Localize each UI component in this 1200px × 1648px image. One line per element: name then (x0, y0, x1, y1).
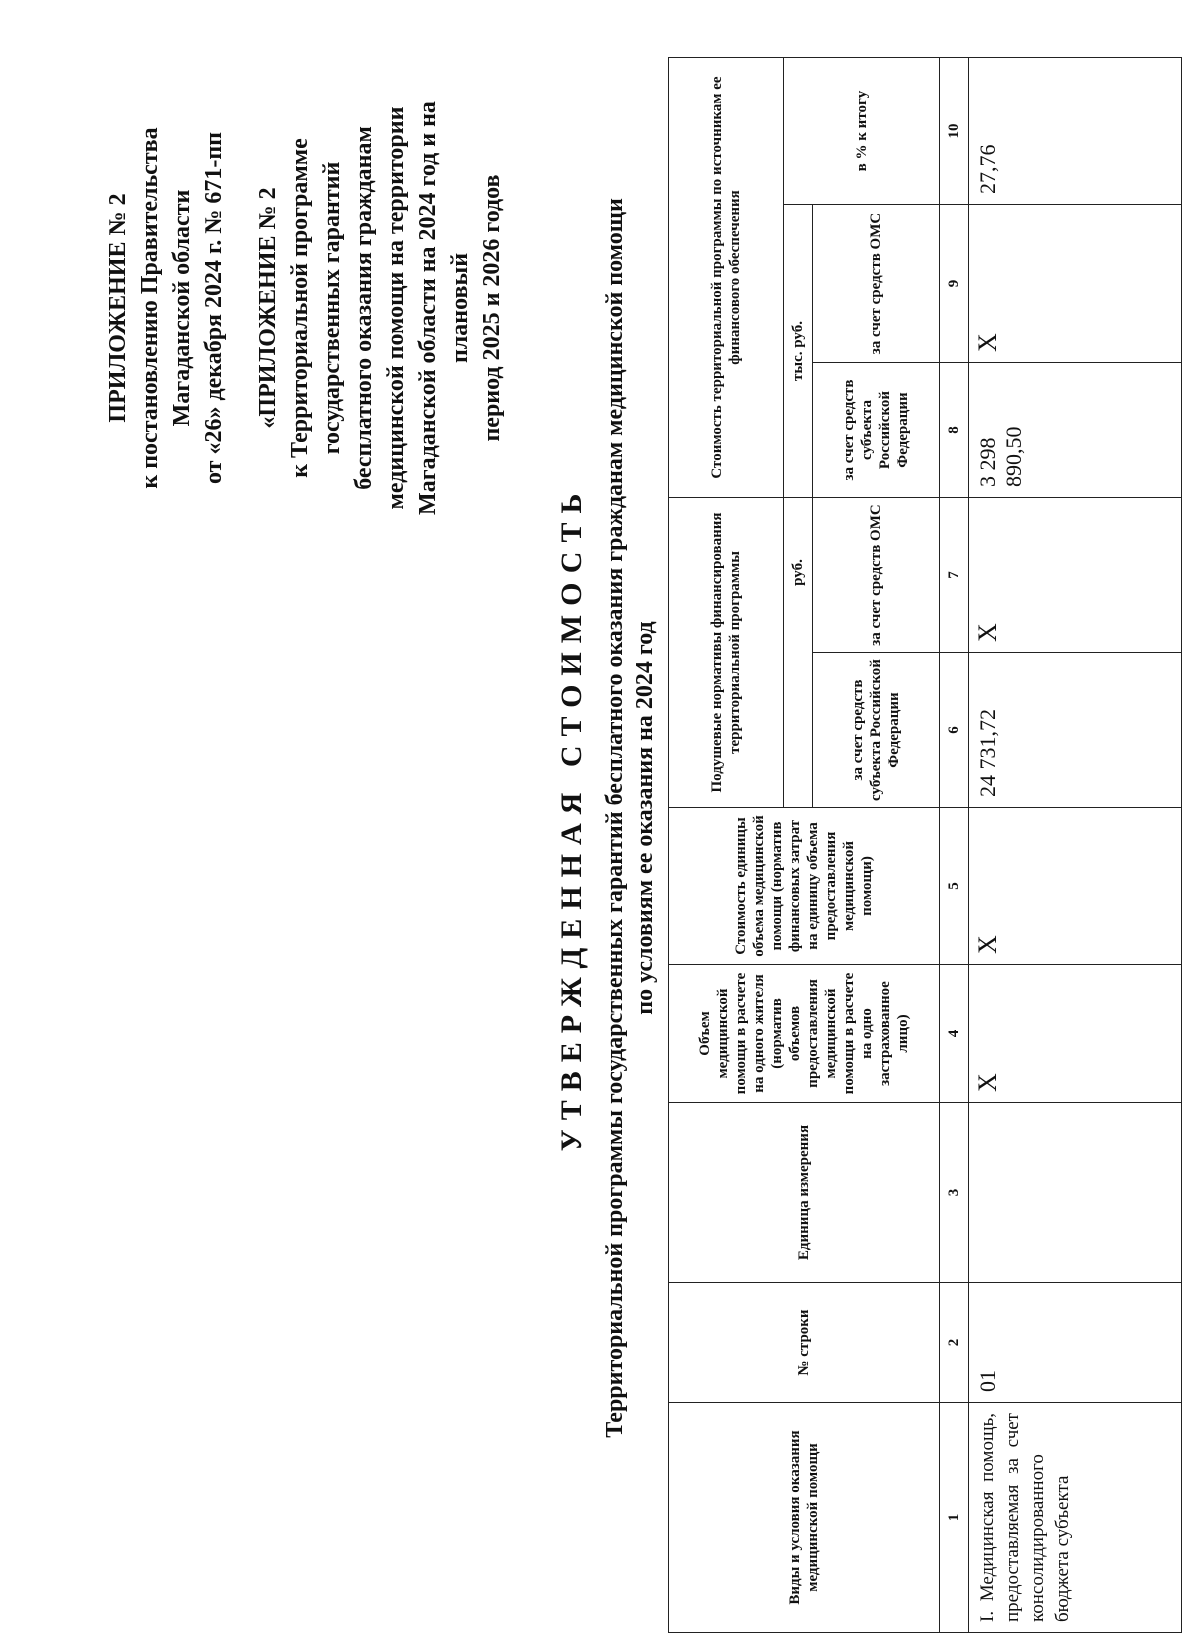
header-col-norm-oms: за счет средств ОМС (813, 498, 940, 653)
header-col-line-no: № строки (669, 1283, 940, 1403)
header-col-cost-subject: за счет средств субъекта Российской Федерации (813, 363, 940, 498)
row-unit (969, 1103, 1182, 1283)
header-col-kinds: Виды и условия оказания медицинской помощи (669, 1403, 940, 1633)
program-line-1: к Территориальной программе (287, 138, 313, 478)
appendix-title-2: «ПРИЛОЖЕНИЕ № 2 (255, 187, 281, 429)
row-volume: X (969, 965, 1182, 1103)
header-spacer (230, 88, 252, 528)
column-number: 3 (940, 1103, 969, 1283)
header-col-norm-subject: за счет средств субъекта Российской Федерации (813, 653, 940, 808)
column-number: 1 (940, 1403, 969, 1633)
header-col-cost-oms: за счет средств ОМС (813, 205, 940, 363)
column-number: 10 (940, 57, 969, 204)
header-group-norms: Подушевые нормативы финансирования территориальной программы (669, 498, 784, 808)
program-line-3: бесплатного оказания гражданам (351, 126, 377, 490)
header-group-cost: Стоимость территориальной программы по источникам ее финансового обеспечения (669, 57, 784, 497)
title-subtitle-1: Территориальной программы государственных гарантий бесплатного оказания гражданам медицинской помощи (602, 198, 628, 1438)
appendix-title: ПРИЛОЖЕНИЕ № 2 (105, 193, 131, 423)
row-cost-subject: 3 298 890,50 (969, 363, 1182, 498)
document-title (552, 48, 660, 1588)
cost-table (668, 57, 1182, 1633)
column-number: 8 (940, 363, 969, 498)
row-name: I. Медицинская помощь, предоставляемая за счет консолидированного бюджета субъекта (969, 1403, 1182, 1633)
program-line-4: медицинской помощи на территории (383, 106, 409, 510)
program-line-5: Магаданской области на 2024 год и на плановый (415, 101, 473, 515)
column-number: 2 (940, 1283, 969, 1403)
title-subtitle-2: по условиям ее оказания на 2024 год (632, 621, 658, 1015)
resolution-line-1: к постановлению Правительства (137, 127, 163, 489)
row-norm-oms: X (969, 498, 1182, 653)
row-cost-oms: X (969, 205, 1182, 363)
approved-cost-title: УТВЕРЖДЕННАЯ СТОИМОСТЬ (555, 484, 588, 1152)
column-number: 5 (940, 808, 969, 965)
program-line-6: период 2025 и 2026 годов (479, 174, 505, 442)
row-line-no: 01 (969, 1283, 1182, 1403)
header-row-1 (669, 57, 784, 1632)
header-col-percent: в % к итогу (784, 57, 940, 204)
column-number: 4 (940, 965, 969, 1103)
column-number: 7 (940, 498, 969, 653)
row-unit-cost: X (969, 808, 1182, 965)
program-line-2: государственных гарантий (319, 161, 345, 455)
header-unit-thous: тыс. руб. (784, 205, 813, 498)
header-unit-rub: руб. (784, 498, 813, 808)
column-number-row (940, 57, 969, 1632)
column-number: 6 (940, 653, 969, 808)
row-percent: 27,76 (969, 57, 1182, 204)
row-norm-subject: 24 731,72 (969, 653, 1182, 808)
document-header (102, 88, 508, 528)
table-row (969, 57, 1182, 1632)
resolution-date: от «26» декабря 2024 г. № 671-пп (201, 131, 227, 485)
header-col-unit: Единица измерения (669, 1103, 940, 1283)
header-col-volume: Объем медицинской помощи в расчете на одного жителя (норматив объемов предоставления медицинской помощи в расчете на одно застрахованное лицо) (669, 965, 940, 1103)
header-col-unit-cost: Стоимость единицы объема медицинской помощи (норматив финансовых затрат на единицу объема предоставления медицинской помощи) (669, 808, 940, 965)
column-number: 9 (940, 205, 969, 363)
resolution-line-2: Магаданской области (169, 189, 195, 427)
